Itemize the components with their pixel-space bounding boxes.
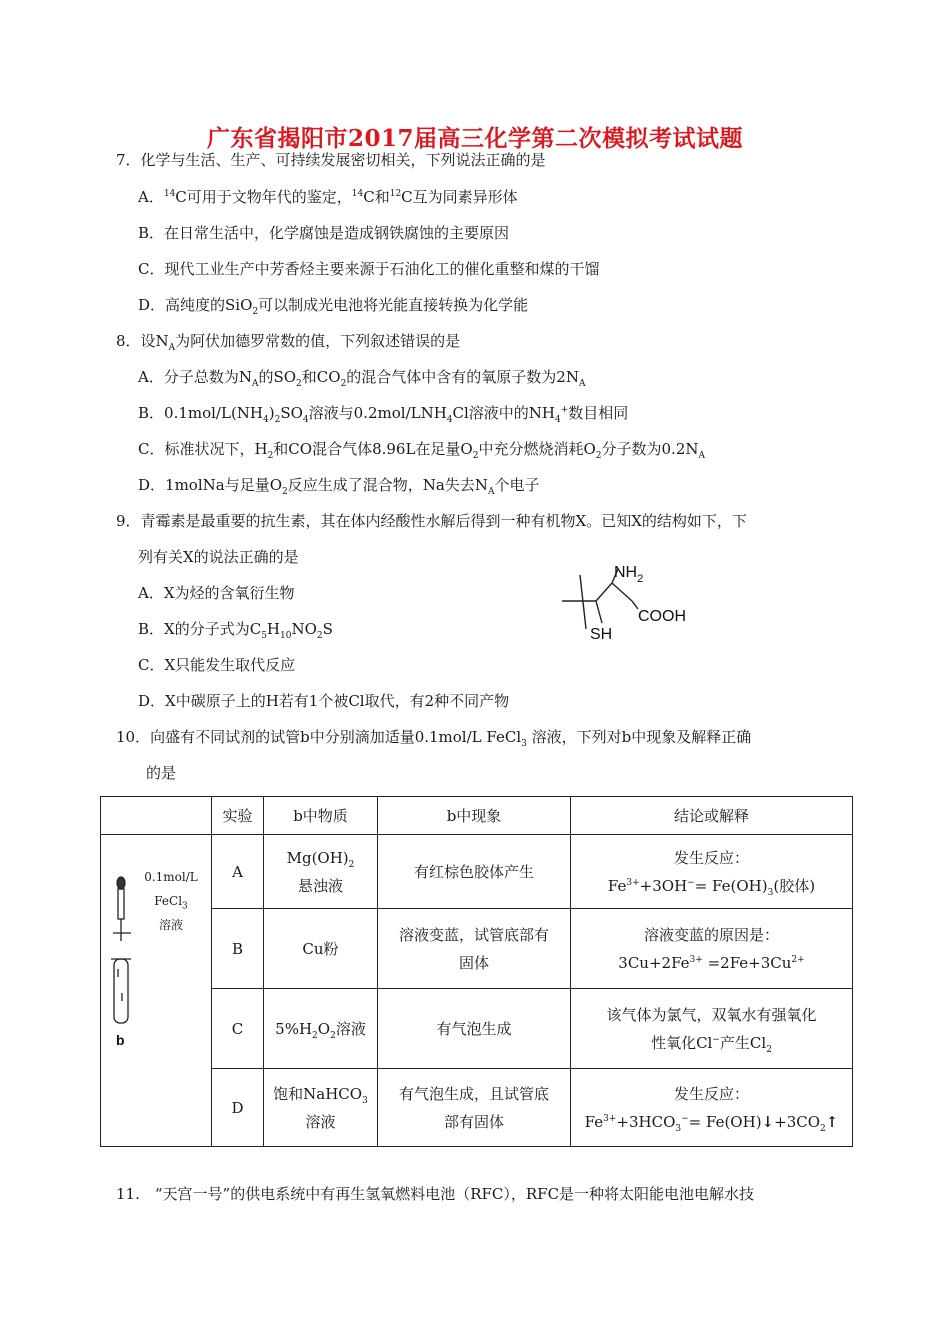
row-d-conclusion: 发生反应： $Fe^{3+}+3HCO_3^-=$ $Fe(OH)↓+3CO_2↑$ [571, 1069, 853, 1147]
q8-option-c: C．标准状况下，$H_2$和CO混合气体8.96L在足量$O_2$中充分燃烧消耗$O_2$分子数为$0.2N_A$ [138, 440, 705, 461]
test-tube-dropper-icon [109, 869, 149, 1049]
header-exp: 实验 [212, 797, 264, 835]
struct-cooh-label: COOH [638, 608, 686, 625]
q9-option-c: C．X只能发生取代反应 [138, 656, 296, 674]
header-substance: b中物质 [264, 797, 378, 835]
tube-b-label: b [116, 1032, 125, 1048]
row-c-exp: C [212, 989, 264, 1069]
page-title: 广东省揭阳市2017届高三化学第二次模拟考试试题 [206, 125, 743, 152]
table-row [101, 989, 853, 1069]
table-header-row [101, 797, 853, 835]
row-a-conclusion: 发生反应： $Fe^{3+}+3OH^-= Fe(OH)_3$(胶体) [571, 835, 853, 909]
q11-stem: 11. “天宫一号”的供电系统中有再生氢氧燃料电池（RFC），RFC是一种将太阳能电池电解水技 [116, 1185, 755, 1203]
row-b-conclusion: 溶液变蓝的原因是： $3Cu+2Fe^{3+} =2Fe+3Cu^{2+}$ [571, 909, 853, 989]
q9-option-b: B．X的分子式为$C_5H_{10}NO_2S$ [138, 620, 333, 641]
experiment-table [100, 796, 853, 1147]
table-row [101, 1069, 853, 1147]
q8-stem: 8．设$N_A$为阿伏加德罗常数的值，下列叙述错误的是 [116, 332, 461, 353]
row-a-phenomenon: 有红棕色胶体产生 [378, 835, 571, 909]
header-blank [101, 797, 212, 835]
q9-option-d: D．X中碳原子上的H若有1个被Cl取代，有2种不同产物 [138, 692, 510, 710]
row-c-conclusion: 该气体为氯气，双氧水有强氧化 性氧化Cl−产生$Cl_2$ [571, 989, 853, 1069]
test-tube-figure-cell [101, 835, 212, 1147]
header-conclusion: 结论或解释 [571, 797, 853, 835]
q10-stem-line2: 的是 [146, 764, 177, 782]
q7-stem: 7．化学与生活、生产、可持续发展密切相关，下列说法正确的是 [116, 151, 546, 169]
q8-option-b: B．$0.1mol/L(NH_4)_2SO_4$溶液与$0.2mol/LNH_4Cl$溶液中的$NH_4^+$数目相同 [138, 404, 629, 425]
precipitate-arrow-icon: ↓ [761, 1112, 775, 1131]
q9-stem-line2: 列有关X的说法正确的是 [138, 548, 299, 566]
structure-diagram-x [550, 555, 700, 645]
struct-sh-label: SH [590, 626, 613, 643]
row-a-exp: A [212, 835, 264, 909]
row-d-phenomenon: 有气泡生成，且试管底 部有固体 [378, 1069, 571, 1147]
q7-option-a: A．$^{14}$C可用于文物年代的鉴定，$^{14}$C和$^{12}$C互为同素异形体 [138, 188, 518, 206]
q7-option-d: D．高纯度的SiO$_2$可以制成光电池将光能直接转换为化学能 [138, 296, 529, 317]
row-b-exp: B [212, 909, 264, 989]
gas-arrow-icon: ↑ [825, 1112, 839, 1131]
q9-option-a: A．X为烃的含氧衍生物 [138, 584, 295, 602]
row-a-substance: $Mg(OH)_2$ 悬浊液 [264, 835, 378, 909]
tube-label: 0.1mol/L FeCl$_3$ 溶液 [144, 870, 198, 932]
row-c-substance: $5\%H_2O_2$溶液 [264, 989, 378, 1069]
row-c-phenomenon: 有气泡生成 [378, 989, 571, 1069]
header-phenomenon: b中现象 [378, 797, 571, 835]
row-b-substance: Cu粉 [264, 909, 378, 989]
q8-option-a: A．分子总数为$N_A$的$SO_2$和$CO_2$的混合气体中含有的氧原子数为$2N_A$ [138, 368, 586, 389]
row-b-phenomenon: 溶液变蓝，试管底部有 固体 [378, 909, 571, 989]
q10-stem-line1: 10．向盛有不同试剂的试管b中分别滴加适量0.1mol/L FeCl$_3$ 溶液，下列对b中现象及解释正确 [116, 728, 752, 749]
struct-nh2-label: $NH_2$ [614, 564, 644, 585]
row-d-exp: D [212, 1069, 264, 1147]
q7-option-b: B．在日常生活中，化学腐蚀是造成钢铁腐蚀的主要原因 [138, 224, 510, 242]
table-row [101, 909, 853, 989]
q7-option-c: C．现代工业生产中芳香烃主要来源于石油化工的催化重整和煤的干馏 [138, 260, 600, 278]
table-row [101, 835, 853, 909]
q8-option-d: D．1molNa与足量$O_2$反应生成了混合物，Na失去$N_A$个电子 [138, 476, 540, 497]
row-d-substance: 饱和NaHCO$_3$ 溶液 [264, 1069, 378, 1147]
q9-stem-line1: 9．青霉素是最重要的抗生素，其在体内经酸性水解后得到一种有机物X。已知X的结构如下，下 [116, 512, 747, 530]
